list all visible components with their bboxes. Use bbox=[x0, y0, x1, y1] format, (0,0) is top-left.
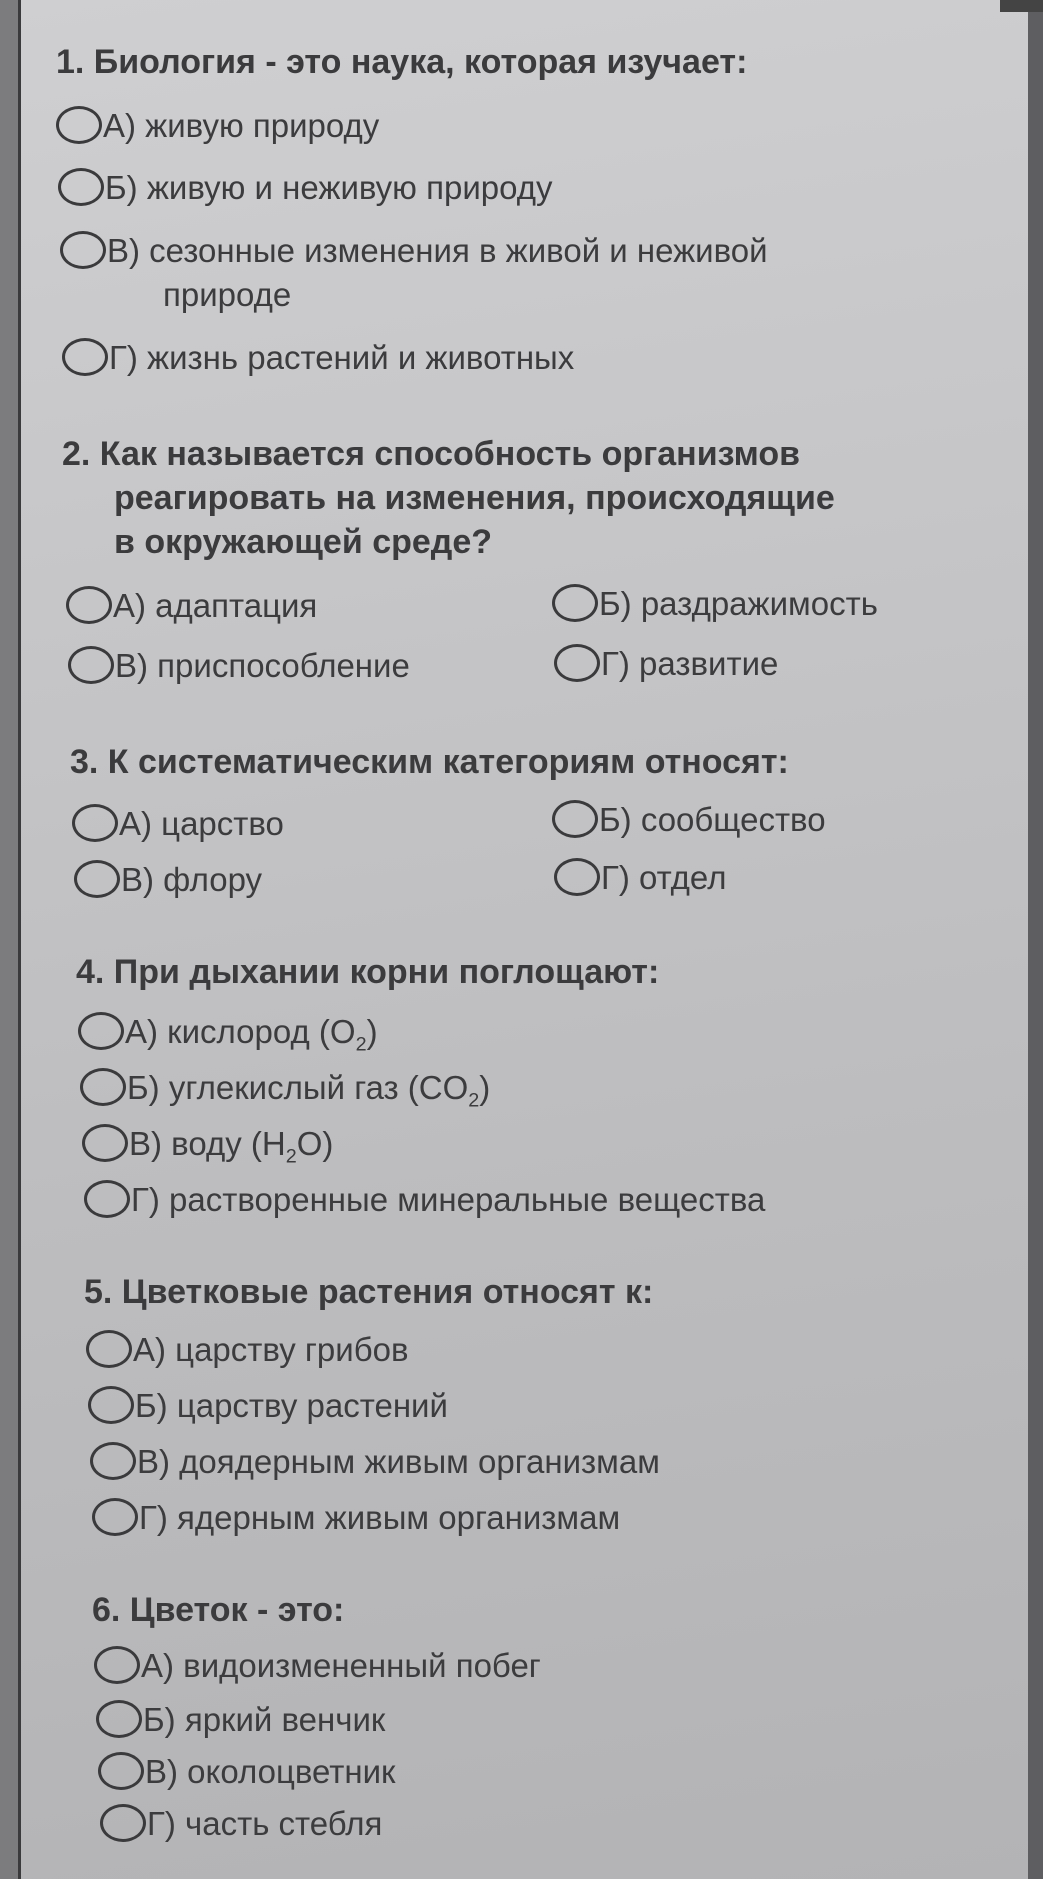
radio-button[interactable] bbox=[80, 1068, 126, 1106]
question-1-title: 1. Биология - это наука, которая изучает: bbox=[56, 43, 748, 81]
radio-button[interactable] bbox=[86, 1330, 132, 1368]
page-corner bbox=[1000, 0, 1043, 12]
q5-option-a[interactable]: А) царству грибов bbox=[86, 1328, 408, 1372]
q4-option-b[interactable]: Б) углекислый газ $(CO_2)$ bbox=[80, 1066, 490, 1110]
q5-option-d[interactable]: Г) ядерным живым организмам bbox=[92, 1496, 620, 1540]
q2-option-c[interactable]: В) приспособление bbox=[68, 644, 410, 688]
radio-button[interactable] bbox=[552, 800, 598, 838]
q1-option-b[interactable]: Б) живую и неживую природу bbox=[58, 166, 553, 210]
q6-option-b[interactable]: Б) яркий венчик bbox=[96, 1698, 385, 1742]
q6-option-d[interactable]: Г) часть стебля bbox=[100, 1802, 382, 1846]
q5-option-c[interactable]: В) доядерным живым организмам bbox=[90, 1440, 660, 1484]
radio-button[interactable] bbox=[98, 1752, 144, 1790]
radio-button[interactable] bbox=[82, 1124, 128, 1162]
q4-option-c[interactable]: В) воду $(H_2O)$ bbox=[82, 1122, 333, 1166]
radio-button[interactable] bbox=[554, 644, 600, 682]
radio-button[interactable] bbox=[66, 586, 112, 624]
radio-button[interactable] bbox=[62, 338, 108, 376]
radio-button[interactable] bbox=[78, 1012, 124, 1050]
q2-option-d[interactable]: Г) развитие bbox=[554, 642, 778, 686]
page-edge bbox=[1028, 0, 1043, 1879]
radio-button[interactable] bbox=[84, 1180, 130, 1218]
q3-option-c[interactable]: В) флору bbox=[74, 858, 262, 902]
q1-option-a[interactable]: А) живую природу bbox=[56, 104, 379, 148]
q1-option-d[interactable]: Г) жизнь растений и животных bbox=[62, 336, 574, 380]
q3-option-a[interactable]: А) царство bbox=[72, 802, 284, 846]
radio-button[interactable] bbox=[94, 1646, 140, 1684]
radio-button[interactable] bbox=[60, 231, 106, 269]
question-5-title: 5. Цветковые растения относят к: bbox=[84, 1273, 654, 1311]
q6-option-a[interactable]: А) видоизмененный побег bbox=[94, 1644, 541, 1688]
radio-button[interactable] bbox=[68, 646, 114, 684]
q2-option-a[interactable]: А) адаптация bbox=[66, 584, 317, 628]
radio-button[interactable] bbox=[552, 584, 598, 622]
question-3-title: 3. К систематическим категориям относят: bbox=[70, 743, 789, 781]
q5-option-b[interactable]: Б) царству растений bbox=[88, 1384, 448, 1428]
q3-option-d[interactable]: Г) отдел bbox=[554, 856, 726, 900]
question-4-title: 4. При дыхании корни поглощают: bbox=[76, 953, 660, 991]
q3-option-b[interactable]: Б) сообщество bbox=[552, 798, 826, 842]
radio-button[interactable] bbox=[58, 168, 104, 206]
q4-option-a[interactable]: А) кислород $(O_2)$ bbox=[78, 1010, 378, 1054]
radio-button[interactable] bbox=[56, 106, 102, 144]
radio-button[interactable] bbox=[72, 804, 118, 842]
question-6-title: 6. Цветок - это: bbox=[92, 1591, 345, 1629]
question-2-title: 2. Как называется способность организмов реагировать на изменения, происходящие в окружающей среде? bbox=[62, 435, 835, 561]
q4-option-d[interactable]: Г) растворенные минеральные вещества bbox=[84, 1178, 765, 1222]
radio-button[interactable] bbox=[88, 1386, 134, 1424]
q1-option-c[interactable]: В) сезонные изменения в живой и неживой природе bbox=[60, 229, 768, 317]
radio-button[interactable] bbox=[92, 1498, 138, 1536]
radio-button[interactable] bbox=[74, 860, 120, 898]
q2-option-b[interactable]: Б) раздражимость bbox=[552, 582, 878, 626]
q6-option-c[interactable]: В) околоцветник bbox=[98, 1750, 395, 1794]
radio-button[interactable] bbox=[96, 1700, 142, 1738]
radio-button[interactable] bbox=[100, 1804, 146, 1842]
radio-button[interactable] bbox=[90, 1442, 136, 1480]
radio-button[interactable] bbox=[554, 858, 600, 896]
